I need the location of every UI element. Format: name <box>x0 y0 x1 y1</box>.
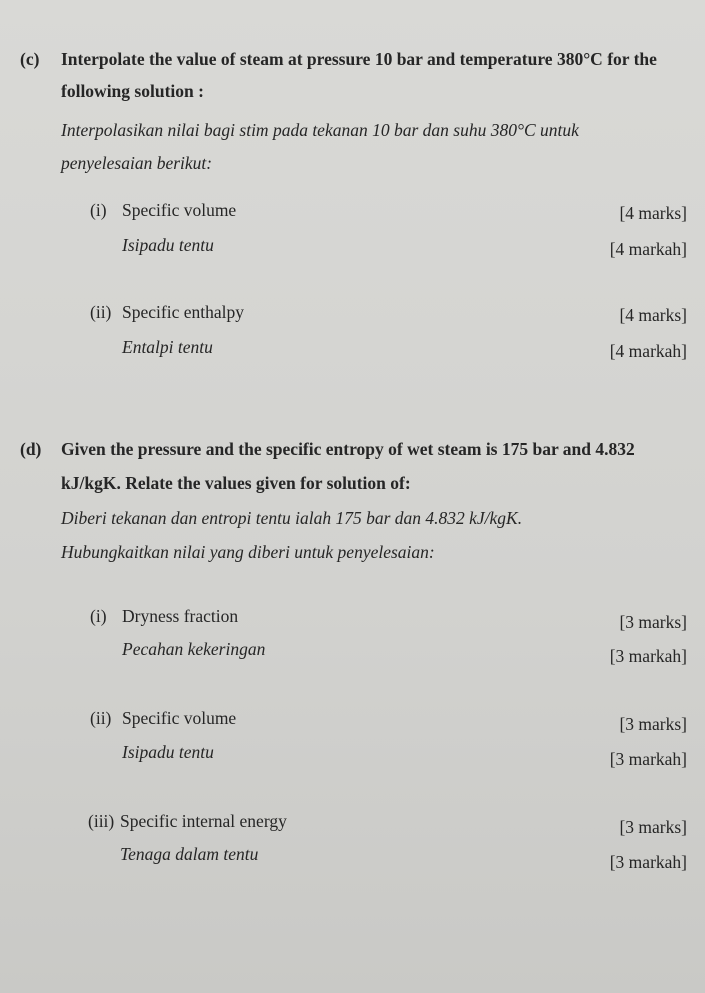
section-d-item-iii-number: (iii) <box>88 811 115 831</box>
section-c-question-en-line2: following solution : <box>61 81 204 101</box>
section-d-item-iii-marks-en: [3 marks] <box>619 817 687 837</box>
section-d-label: (d) <box>20 439 42 459</box>
section-c-question-ms-line2: penyelesaian berikut: <box>61 153 213 173</box>
section-c-item-i-label-en: Specific volume <box>122 200 237 220</box>
section-d-item-ii-marks-ms: [3 markah] <box>609 749 687 769</box>
section-d-item-i-marks-en: [3 marks] <box>619 612 687 632</box>
section-c-label: (c) <box>20 49 40 69</box>
section-d-item-ii-marks-en: [3 marks] <box>619 714 687 734</box>
section-d-question-en-line2: kJ/kgK. Relate the values given for solution of: <box>61 473 411 493</box>
section-c-item-ii-label-en: Specific enthalpy <box>122 302 244 322</box>
section-d-item-iii-label-en: Specific internal energy <box>120 811 287 831</box>
section-c-item-i-label-ms: Isipadu tentu <box>122 235 214 255</box>
section-c-item-ii-marks-en: [4 marks] <box>619 305 687 325</box>
section-d-question-ms-line1: Diberi tekanan dan entropi tentu ialah 175 bar dan 4.832 kJ/kgK. <box>61 508 523 528</box>
section-c-question-en-line1: Interpolate the value of steam at pressure 10 bar and temperature 380°C for the <box>61 49 657 69</box>
section-c-question-ms-line1: Interpolasikan nilai bagi stim pada tekanan 10 bar dan suhu 380°C untuk <box>61 120 579 140</box>
section-c-item-ii-number: (ii) <box>90 302 112 322</box>
section-c-item-ii-label-ms: Entalpi tentu <box>122 337 213 357</box>
section-d-item-i-marks-ms: [3 markah] <box>609 646 687 666</box>
section-c-item-i-marks-en: [4 marks] <box>619 203 687 223</box>
section-d-item-ii-label-ms: Isipadu tentu <box>122 742 214 762</box>
section-d-item-iii-label-ms: Tenaga dalam tentu <box>120 844 259 864</box>
section-d-item-ii-number: (ii) <box>90 708 112 728</box>
section-c-item-i-marks-ms: [4 markah] <box>609 239 687 259</box>
section-c-item-i-number: (i) <box>90 200 107 220</box>
section-d-item-ii-label-en: Specific volume <box>122 708 237 728</box>
section-d-item-i-label-ms: Pecahan kekeringan <box>122 639 266 659</box>
section-d-question-en-line1: Given the pressure and the specific entropy of wet steam is 175 bar and 4.832 <box>61 439 635 459</box>
section-c-item-ii-marks-ms: [4 markah] <box>609 341 687 361</box>
section-d-question-ms-line2: Hubungkaitkan nilai yang diberi untuk penyelesaian: <box>61 542 435 562</box>
section-d-item-i-label-en: Dryness fraction <box>122 606 239 626</box>
section-d-item-iii-marks-ms: [3 markah] <box>609 852 687 872</box>
section-d-item-i-number: (i) <box>90 606 107 626</box>
